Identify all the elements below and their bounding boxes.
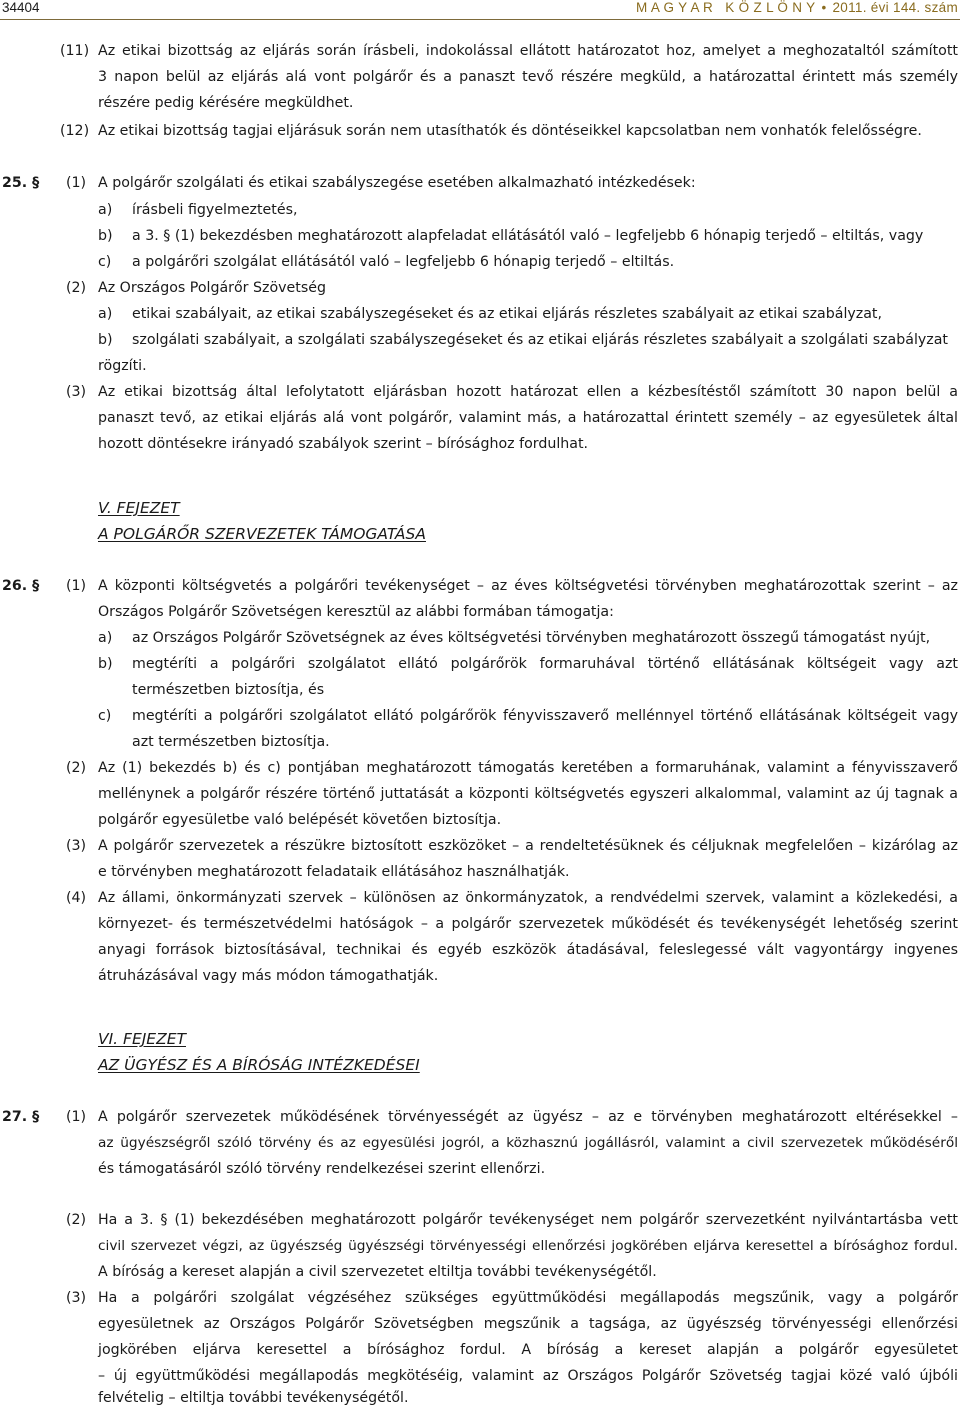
paragraph-label: (1) [66, 1109, 87, 1125]
text-line: A polgárőr szervezetek a részükre biztosított eszközöket – a rendeltetésüknek és céljuknak megfelelően – kizárólag az [98, 838, 958, 854]
text-line: A központi költségvetés a polgárőri tevékenységet – az éves költségvetési törvényben meghatározottak szerint – az [98, 578, 958, 594]
text-line: etikai szabályait, az etikai szabályszegéseket és az etikai eljárás részletes szabályait az etikai szabályzat, [132, 306, 883, 322]
text-line: hozott döntésekre irányadó szabályok szerint – bírósághoz fordulhat. [98, 436, 589, 452]
text-line: Az (1) bekezdés b) és c) pontjában meghatározott támogatás keretében a formaruhának, valamint a fényvisszaverő [98, 760, 958, 776]
text-line: panaszt tevő, az etikai eljárás alá vont polgárőr, valamint más, a határozattal érintett személy – az egyesületek által [98, 410, 958, 426]
text-line: megtéríti a polgárőri szolgálatot ellátó polgárőrök formaruhával történő ellátásának költségeit vagy azt [132, 656, 958, 672]
item-label: b) [98, 656, 113, 672]
paragraph-label: (12) [60, 123, 90, 139]
page-header [0, 0, 960, 22]
item-label: a) [98, 306, 113, 322]
text-line: 3 napon belül az eljárás alá vont polgárőr és a panaszt tevő részére megküld, a határozattal érintett más személy [98, 69, 958, 85]
paragraph-label: (1) [66, 578, 87, 594]
item-label: a) [98, 630, 113, 646]
text-line: szolgálati szabályait, a szolgálati szabályszegéseket és az etikai eljárás részletes szabályait a szolgálati szabályzat [132, 332, 948, 348]
paragraph-label: (4) [66, 890, 87, 906]
text-line: jogkörében eljárva keresettel a bírósághoz fordul. A bíróság a kereset alapján a polgárőr egyesületet [98, 1342, 958, 1358]
item-label: c) [98, 254, 112, 270]
paragraph-label: (2) [66, 760, 87, 776]
text-line: és támogatásáról szóló törvény rendelkezései szerint ellenőrzi. [98, 1161, 546, 1177]
paragraph-label: (2) [66, 1212, 87, 1228]
text-line: az Országos Polgárőr Szövetségnek az éves költségvetési törvényben meghatározott összegű támogatást nyújt, [132, 630, 931, 646]
paragraph-label: (3) [66, 838, 87, 854]
chapter-number: VI. FEJEZET [98, 1030, 186, 1048]
section-number: 27. § [2, 1109, 40, 1125]
paragraph-label: (3) [66, 1290, 87, 1306]
text-line: Az állami, önkormányzati szervek – különösen az önkormányzatok, a rendvédelmi szervek, valamint a közlekedési, a [98, 890, 958, 906]
separator-dot: • [821, 0, 827, 15]
text-line: környezet- és természetvédelmi hatóságok – a polgárőr szervezetek működését és tevékenységét lehetőség szerint [98, 916, 958, 932]
section-number: 26. § [2, 578, 40, 594]
paragraph-label: (2) [66, 280, 87, 296]
text-line: a 3. § (1) bekezdésben meghatározott alapfeladat ellátásától való – legfeljebb 6 hónapig terjedő – eltiltás, vagy [132, 228, 924, 244]
chapter-title: AZ ÜGYÉSZ ÉS A BÍRÓSÁG INTÉZKEDÉSEI [98, 1056, 420, 1074]
text-line: rögzíti. [98, 358, 147, 374]
issue-label: 2011. évi 144. szám [832, 0, 958, 15]
item-label: a) [98, 202, 113, 218]
text-line: Ha a polgárőri szolgálat végzéséhez szükséges együttműködési megállapodás megszűnik, vagy a polgárőr [98, 1290, 958, 1306]
page-number: 34404 [2, 0, 40, 15]
text-line: – új együttműködési megállapodás megkötéséig, valamint az Országos Polgárőr Szövetség tagjai közé való újbóli [98, 1368, 958, 1384]
text-line: részére pedig kérésére megküldhet. [98, 95, 354, 111]
text-line: A bíróság a kereset alapján a civil szervezetet eltiltja további tevékenységétől. [98, 1264, 657, 1280]
paragraph-label: (11) [60, 43, 90, 59]
text-line: megtéríti a polgárőri szolgálatot ellátó polgárőrök fényvisszaverő mellénnyel történő ellátásának költségeit vagy [132, 708, 958, 724]
paragraph-label: (3) [66, 384, 87, 400]
item-label: b) [98, 228, 113, 244]
text-line: a polgárőri szolgálat ellátásától való – legfeljebb 6 hónapig terjedő – eltiltás. [132, 254, 675, 270]
item-label: c) [98, 708, 112, 724]
text-line: Országos Polgárőr Szövetségen keresztül az alábbi formában támogatja: [98, 604, 614, 620]
text-line: anyagi források biztosításával, technikai és egyéb eszközök átadásával, feleslegessé vált vagyontárgy ingyenes [98, 942, 958, 958]
text-line: Az etikai bizottság által lefolytatott eljárásban hozott határozat ellen a kézbesítéstől számított 30 napon belül a [98, 384, 958, 400]
text-line: e törvényben meghatározott feladataik ellátásához használhatják. [98, 864, 570, 880]
text-line: A polgárőr szervezetek működésének törvényességét az ügyész – az e törvényben meghatározott eltérésekkel – [98, 1109, 958, 1125]
text-line: A polgárőr szolgálati és etikai szabályszegése esetében alkalmazható intézkedések: [98, 175, 696, 191]
text-line: írásbeli figyelmeztetés, [132, 202, 298, 218]
item-label: b) [98, 332, 113, 348]
chapter-number: V. FEJEZET [98, 499, 180, 517]
chapter-title: A POLGÁRŐR SZERVEZETEK TÁMOGATÁSA [98, 525, 426, 543]
text-line: átruházásával vagy más módon támogathatják. [98, 968, 439, 984]
text-line: Ha a 3. § (1) bekezdésében meghatározott polgárőr tevékenységet nem polgárőr szervezetként nyilvántartásba vett [98, 1212, 958, 1228]
text-line: mellénynek a polgárőr részére történő juttatását a központi költségvetés egyszeri alkalommal, valamint az új tagnak a [98, 786, 958, 802]
text-line: civil szervezet végzi, az ügyészség ügyészségi törvényességi ellenőrzési jogkörében eljárva keresettel a bírósághoz fordul. [98, 1238, 958, 1254]
header-rule [0, 19, 960, 20]
section-number: 25. § [2, 175, 40, 191]
text-line: az ügyészségről szóló törvény és az egyesülési jogról, a közhasznú jogállásról, valamint a civil szervezetek működéséről [98, 1135, 958, 1151]
journal-name: M A G Y A R K Ö Z L Ö N Y [636, 0, 816, 15]
text-line: természetben biztosítja, és [132, 682, 325, 698]
text-line: polgárőr egyesületbe való belépését követően biztosítja. [98, 812, 502, 828]
text-line: Az etikai bizottság az eljárás során írásbeli, indokolással ellátott határozatot hoz, amelyet a meghozataltól számított [98, 43, 958, 59]
text-line: egyesületnek az Országos Polgárőr Szövetségben megszűnik a tagsága, az ügyészség törvényességi ellenőrzési [98, 1316, 958, 1332]
journal-title [636, 0, 958, 15]
text-line: felvételig – eltiltja további tevékenységétől. [98, 1390, 409, 1406]
text-line: Az Országos Polgárőr Szövetség [98, 280, 326, 296]
paragraph-label: (1) [66, 175, 87, 191]
text-line: Az etikai bizottság tagjai eljárásuk során nem utasíthatók és döntéseikkel kapcsolatban nem vonhatók felelősségre. [98, 123, 922, 139]
text-line: azt természetben biztosítja. [132, 734, 330, 750]
